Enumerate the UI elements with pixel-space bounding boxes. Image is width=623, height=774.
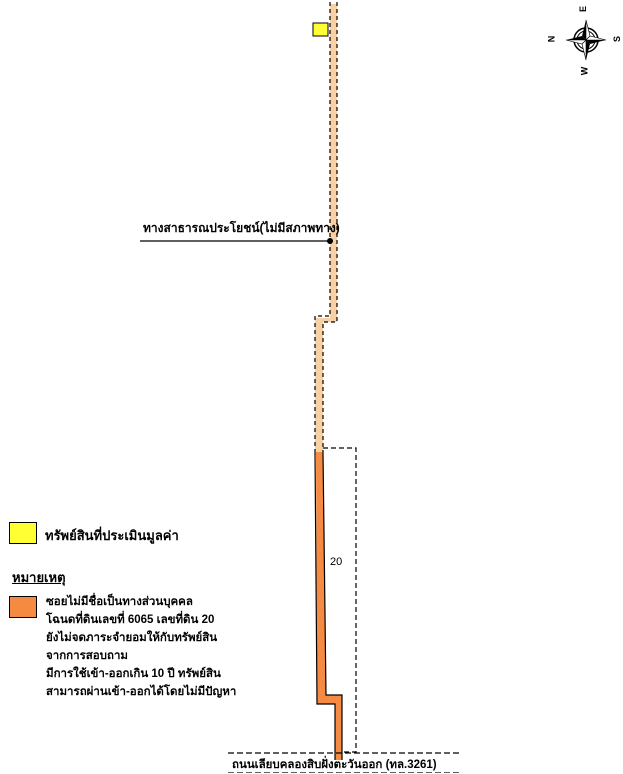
compass-east-label: E xyxy=(578,5,589,13)
remark-line: โฉนดที่ดินเลขที่ 6065 เลขที่ดิน 20 xyxy=(46,614,215,626)
remark-line: สามารถผ่านเข้า-ออกได้โดยไม่มีปัญหา xyxy=(46,686,237,698)
public-way-label: ทางสาธารณประโยชน์(ไม่มีสภาพทาง) xyxy=(143,221,340,235)
remark-line: ซอยไม่มีชื่อเป็นทางส่วนบุคคล xyxy=(46,596,193,608)
legend-property-label: ทรัพย์สินที่ประเมินมูลค่า xyxy=(45,528,179,543)
remark-line: จากการสอบถาม xyxy=(46,650,128,662)
remark-line: ยังไม่จดภาระจำยอมให้กับทรัพย์สิน xyxy=(46,632,218,644)
legend-soi-swatch xyxy=(9,596,37,618)
property-marker xyxy=(313,23,328,36)
legend-property-swatch xyxy=(9,522,37,544)
legend-remark-lines xyxy=(46,593,236,701)
compass-west-label: W xyxy=(579,66,590,76)
public-way-point xyxy=(327,238,333,244)
main-road-label: ถนนเลียบคลองสิบฝั่งตะวันออก (ทล.3261) xyxy=(232,759,437,771)
compass-north-label: N xyxy=(546,35,557,43)
compass-rose xyxy=(566,20,606,60)
parcel-width-label: 20 xyxy=(330,556,343,568)
remark-line: มีการใช้เข้า-ออกเกิน 10 ปี ทรัพย์สิน xyxy=(46,668,221,680)
compass-south-label: S xyxy=(612,35,623,43)
private-soi-strip xyxy=(316,452,342,760)
legend-remark-title: หมายเหตุ xyxy=(12,570,66,585)
